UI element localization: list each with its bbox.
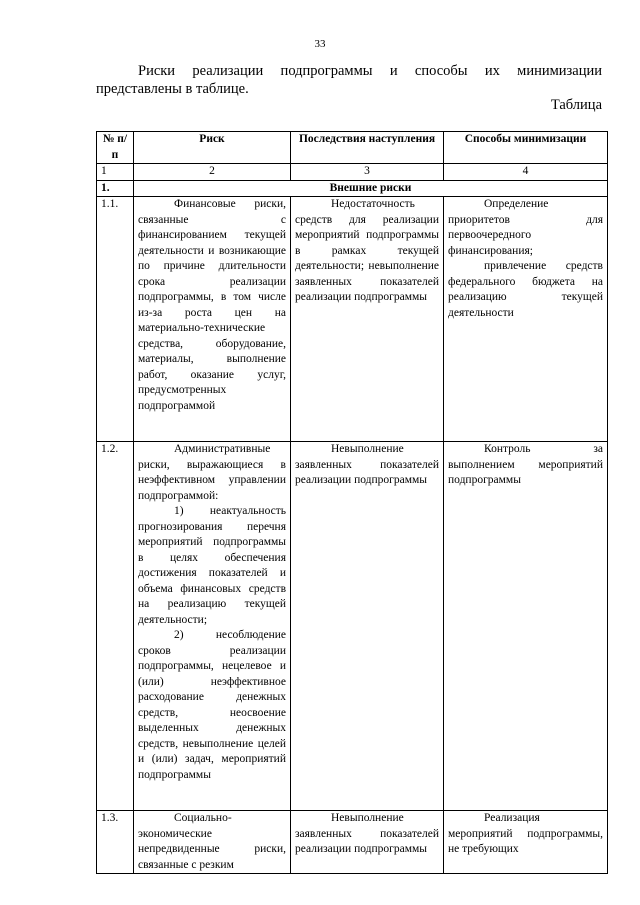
- header-methods: Способы минимизации: [444, 132, 608, 164]
- risk-cell: Финансовые риски, связанные с финансированием текущей деятельности и возникающие по причине длительности срока реализации подпрограммы, в том числе из-за роста цен на материально-технические средства, оборудование, материалы, выполнение работ, оказание услуг, предусмотренных подпрограммой: [134, 197, 291, 442]
- methods-cell: Определение приоритетов для первоочередного финансирования; привлечение средств федерального бюджета на реализацию текущей деятельности: [444, 197, 608, 442]
- risk-table: [96, 131, 608, 874]
- row-num: 1.2.: [97, 442, 134, 811]
- col-number: 1: [97, 164, 134, 181]
- consequences-cell: Невыполнение заявленных показателей реализации подпрограммы: [291, 442, 444, 811]
- col-number: 4: [444, 164, 608, 181]
- section-num: 1.: [97, 180, 134, 197]
- section-row: [97, 180, 608, 197]
- methods-cell: Контроль за выполнением мероприятий подпрограммы: [444, 442, 608, 811]
- table-header-row: [97, 132, 608, 164]
- consequences-cell: Недостаточность средств для реализации мероприятий подпрограммы в рамках текущей деятельности; невыполнение заявленных показателей реализации подпрограммы: [291, 197, 444, 442]
- section-title: Внешние риски: [134, 180, 608, 197]
- consequences-cell: Невыполнение заявленных показателей реализации подпрограммы: [291, 811, 444, 874]
- intro-line-1: Риски реализации подпрограммы и способы их минимизации: [138, 63, 602, 79]
- header-risk: Риск: [134, 132, 291, 164]
- table-caption: Таблица: [550, 97, 602, 113]
- table-row: [97, 197, 608, 442]
- col-number: 2: [134, 164, 291, 181]
- page-number: 33: [314, 38, 326, 50]
- col-number: 3: [291, 164, 444, 181]
- header-num: № п/п: [97, 132, 134, 164]
- intro-paragraph: [96, 62, 602, 98]
- header-consequences: Последствия наступления: [291, 132, 444, 164]
- methods-cell: Реализация мероприятий подпрограммы, не требующих: [444, 811, 608, 874]
- risk-cell: Административные риски, выражающиеся в неэффективном управлении подпрограммой: 1) неактуальность прогнозирования перечня мероприятий подпрограммы в целях обеспечения достижения показателей и объема финансовых средств на реализацию текущей деятельности; 2) несоблюдение сроков реализации подпрограммы, нецелевое и (или) неэффективное расходование денежных средств, неосвоение выделенных денежных средств, невыполнение целей и (или) задач, мероприятий подпрограммы: [134, 442, 291, 811]
- column-number-row: [97, 164, 608, 181]
- risk-cell: Социально-экономические непредвиденные риски, связанные с резким: [134, 811, 291, 874]
- table-row: [97, 442, 608, 811]
- table-row: [97, 811, 608, 874]
- intro-line-2: представлены в таблице.: [96, 81, 249, 97]
- row-num: 1.3.: [97, 811, 134, 874]
- row-num: 1.1.: [97, 197, 134, 442]
